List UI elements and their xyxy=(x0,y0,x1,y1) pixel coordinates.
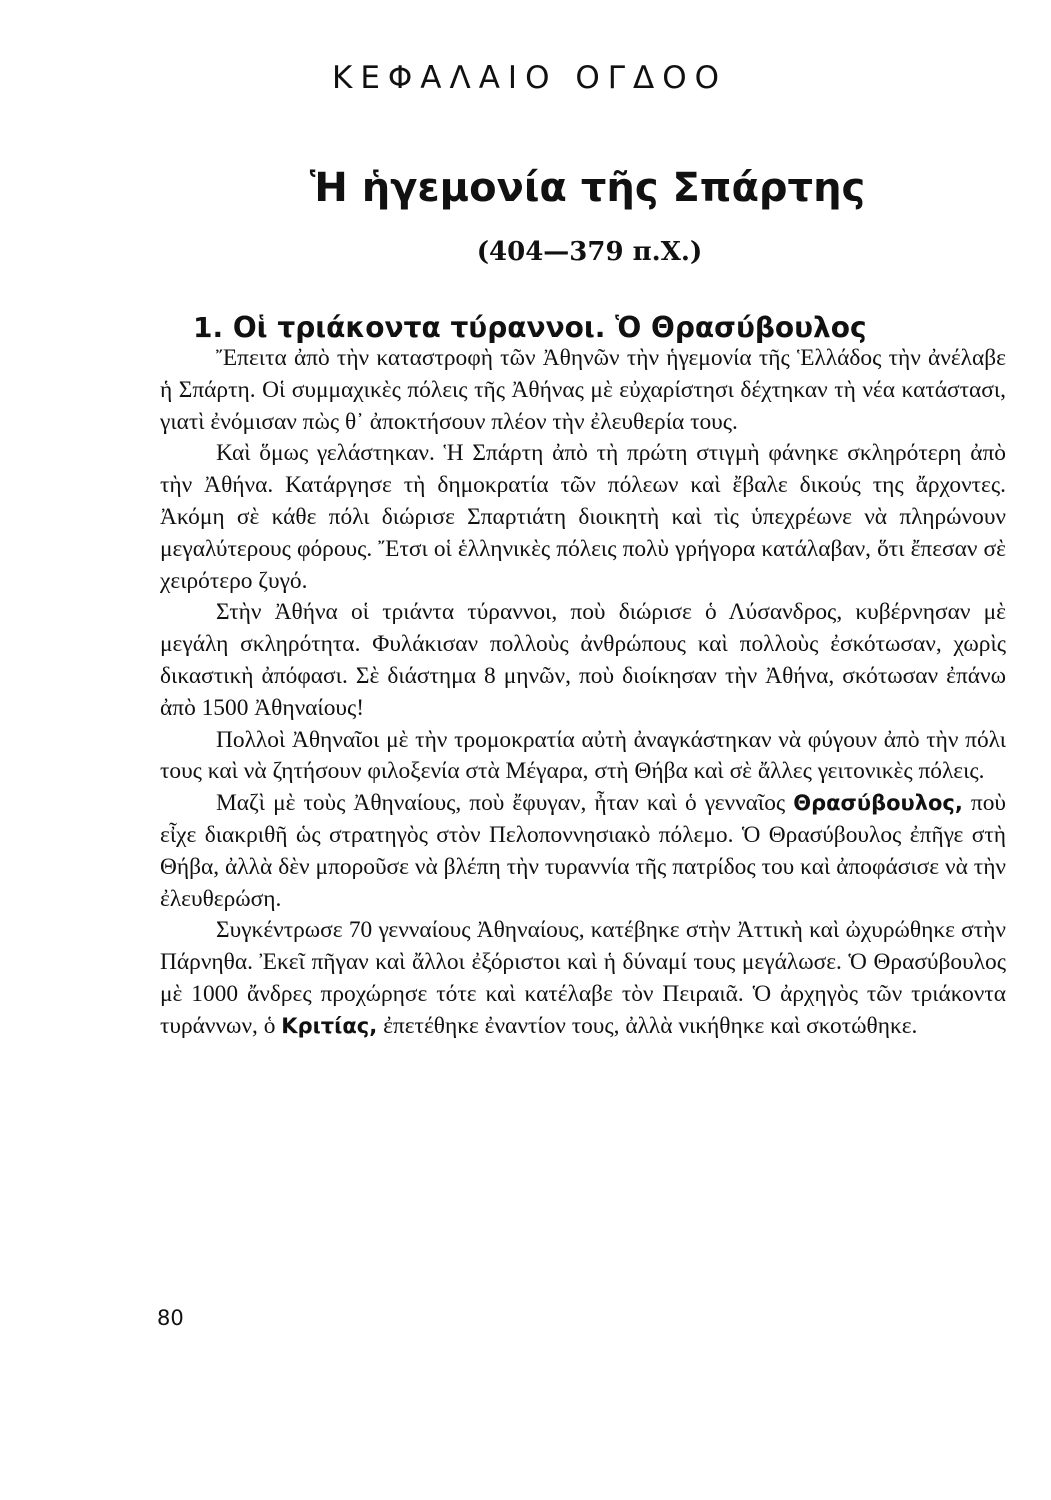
paragraph-6-text-b: ἐπετέθηκε ἐναντίον τους, ἀλλὰ νικήθηκε καὶ σκοτώθηκε. xyxy=(383,1012,918,1039)
paragraph-5-text-a: Μαζὶ μὲ τοὺς Ἀθηναίους, ποὺ ἔφυγαν, ἦταν καὶ ὁ γενναῖος xyxy=(216,790,786,817)
paragraph-5-text-b: ποὺ εἶχε διακριθῆ ὡς στρατηγὸς στὸν Πελοποννησιακὸ πόλεμο. Ὁ Θρασύβουλος ἐπῆγε στὴ Θήβα, ἀλλὰ δὲν μποροῦσε νὰ βλέπη τὴν τυραννία τῆς πατρίδος του καὶ ἀποφάσισε νὰ τὴν ἐλευθερώση. xyxy=(160,790,1006,912)
paragraph-4: Πολλοὶ Ἀθηναῖοι μὲ τὴν τρομοκρατία αὐτὴ ἀναγκάστηκαν νὰ φύγουν ἀπὸ τὴν πόλι τους καὶ νὰ ζητήσουν φιλοξενία στὰ Μέγαρα, στὴ Θήβα καὶ σὲ ἄλλες γειτονικὲς πόλεις. xyxy=(160,726,1006,785)
section-heading: 1. Οἱ τριάκοντα τύραννοι. Ὁ Θρασύβουλος xyxy=(193,311,867,344)
paragraph-6-text-a: Συγκέντρωσε 70 γενναίους Ἀθηναίους, κατέβηκε στὴν Ἀττικὴ καὶ ὠχυρώθηκε στὴν Πάρνηθα. Ἐκεῖ πῆγαν καὶ ἄλλοι ἐξόριστοι καὶ ἡ δύναμί τους μεγάλωσε. Ὁ Θρασύβουλος μὲ 1000 ἄνδρες προχώρησε τότε καὶ κατέλαβε τὸν Πειραιᾶ. Ὁ ἀρχηγὸς τῶν τριάκοντα τυράννων, ὁ xyxy=(160,917,1006,1039)
paragraph-1: Ἔπειτα ἀπὸ τὴν καταστροφὴ τῶν Ἀθηνῶν τὴν ἡγεμονία τῆς Ἑλλάδος τὴν ἀνέλαβε ἡ Σπάρτη. Οἱ συμμαχικὲς πόλεις τῆς Ἀθήνας μὲ εὐχαρίστησι δέχτηκαν τὴ νέα κατάστασι, γιατὶ ἐνόμισαν πὼς θ᾽ ἀποκτήσουν πλέον τὴν ἐλευθερία τους. xyxy=(160,345,1006,435)
paragraph-3: Στὴν Ἀθήνα οἱ τριάντα τύραννοι, ποὺ διώρισε ὁ Λύσανδρος, κυβέρνησαν μὲ μεγάλη σκληρότητα. Φυλάκισαν πολλοὺς ἀνθρώπους καὶ πολλοὺς ἐσκότωσαν, χωρὶς δικαστικὴ ἀπόφασι. Σὲ διάστημα 8 μηνῶν, ποὺ διοίκησαν τὴν Ἀθήνα, σκότωσαν ἐπάνω ἀπὸ 1500 Ἀθηναίους! xyxy=(160,599,1006,721)
chapter-title: Ἡ ἡγεμονία τῆς Σπάρτης xyxy=(309,165,866,211)
chapter-heading: ΚΕΦΑΛΑΙΟ ΟΓΔΟΟ xyxy=(331,60,727,96)
chapter-dates: (404—379 π.Χ.) xyxy=(476,237,703,267)
name-kritias: Κριτίας, xyxy=(281,1013,378,1038)
body-text xyxy=(160,343,1006,1043)
paragraph-5 xyxy=(160,788,1006,915)
name-thrasyvoulos: Θρασύβουλος, xyxy=(793,791,963,816)
paragraph-6 xyxy=(160,915,1006,1042)
paragraph-2: Καὶ ὅμως γελάστηκαν. Ἡ Σπάρτη ἀπὸ τὴ πρώτη στιγμὴ φάνηκε σκληρότερη ἀπὸ τὴν Ἀθήνα. Κατάργησε τὴ δημοκρατία τῶν πόλεων καὶ ἔβαλε δικούς της ἄρχοντες. Ἀκόμη σὲ κάθε πόλι διώρισε Σπαρτιάτη διοικητὴ καὶ τὶς ὑπεχρέωνε νὰ πληρώνουν μεγαλύτερους φόρους. Ἔτσι οἱ ἑλληνικὲς πόλεις πολὺ γρήγορα κατάλαβαν, ὅτι ἔπεσαν σὲ χειρότερο ζυγό. xyxy=(160,440,1006,594)
page-number: 80 xyxy=(157,1306,184,1330)
